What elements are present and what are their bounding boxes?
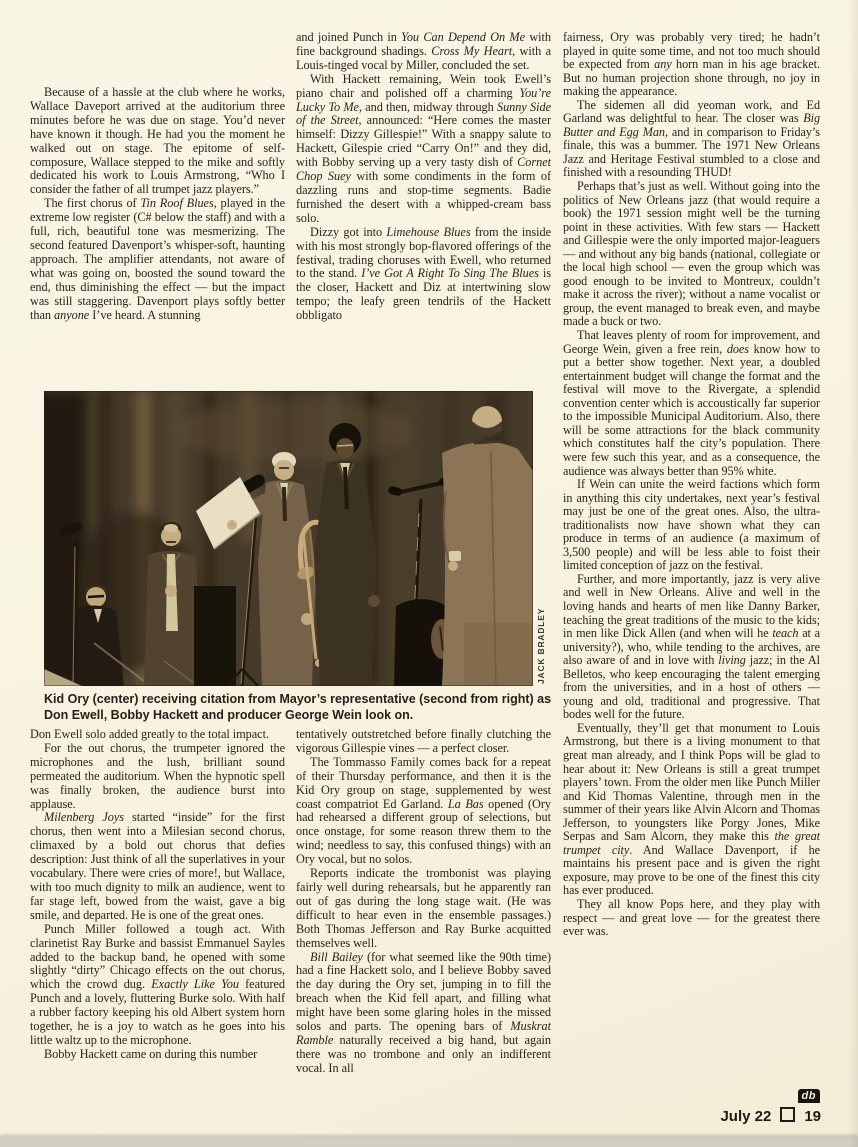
scan-edge-bottom: [0, 1137, 858, 1147]
paragraph: Perhaps that’s just as well. Without going into the politics of New Orleans jazz (that would require a book) the 1971 session might well be the turning point in these activities. With few stars — Hackett and Gillespie were the only imported major-leaguers — and without any big bands (national, collegiate or the local high school — even the group which was good enough to be invited to Montreux, couldn’t make it across the river); without a name vocalist or group, the event managed to break even, and maybe made a buck or two.: [563, 179, 820, 329]
paragraph: and joined Punch in You Can Depend On Me with fine background shadings. Cross My Heart, with a Louis-tinged vocal by Miller, concluded the set.: [296, 31, 551, 72]
scan-edge-right: [848, 0, 858, 1147]
paragraph: Punch Miller followed a tough act. With clarinetist Ray Burke and bassist Emmanuel Sayles added to the backup band, he opened with some slightly “dirty” Chicago effects on the out chorus, which the crowd dug. Exactly Like You featured Punch and a lovely, fluttering Burke solo. With half a rubber factory keeping his old Albert system horn together, he is a joy to watch as he goes into his little waltz up to the microphone.: [30, 921, 285, 1047]
column-2-top: [296, 31, 551, 387]
paragraph: Because of a hassle at the club where he works, Wallace Daveport arrived at the auditorium three minutes before he was due on stage. You’d never have known it though. He had you the moment he walked out on stage. The epitome of self-composure, Wallace stepped to the mike and softly dedicated his work to Louis Armstrong, “Who I consider the father of all trumpet jazz players.”: [30, 86, 285, 197]
column-3: [563, 31, 820, 1103]
paragraph: fairness, Ory was probably very tired; he hadn’t played in quite some time, and not too much should be expected from any horn man in his age bracket. But no human projection shone through, no joy in making the appearance.: [563, 31, 820, 99]
paragraph: Further, and more importantly, jazz is very alive and well in New Orleans. Alive and well in the loving hands and hearts of men like Danny Barker, teaching the great traditions of the music to the kids; in men like Dick Allen (and when will he teach at a university?), who, while tending to the archives, are also aware of and in love with living jazz; in the Al Belletos, who keep encouraging the talent emerging from the universities, and in a host of others — young and old, traditional and progressive. That bodes well for the future.: [563, 571, 820, 722]
photo-caption: Kid Ory (center) receiving citation from Mayor’s representative (second from right) as Don Ewell, Bobby Hackett and producer George Wein look on.: [44, 692, 552, 722]
paragraph: The first chorus of Tin Roof Blues, played in the extreme low register (C# below the staff) and with a full, rich, beautiful tone was mesmerizing. The second featured Davenport’s whisper-soft, haunting approach. The amplifier attendants, not aware of what was going on, boosted the sound toward the end, thus diminishing the effect — but the impact was still staggering. Davenport plays softly better than anyone I’ve heard. A stunning: [30, 196, 285, 322]
paragraph: Bill Bailey (for what seemed like the 90th time) had a fine Hackett solo, and I believe Bobby saved the day during the Ory set, jumping in to fill the breach when the Kid fell apart, and filling what might have been some glaring holes in the missed solos and parts. The opening bars of Muskrat Ramble naturally received a big hand, but again there was no trombone and only an indifferent vocal. In all: [296, 949, 551, 1075]
paragraph: tentatively outstretched before finally clutching the vigorous Gillespie vines — a perfect closer.: [296, 728, 551, 755]
stage-photo-illustration: [44, 391, 533, 686]
paragraph: Reports indicate the trombonist was playing fairly well during rehearsals, but he apparently ran out of gas during the long stage wait. (He was difficult to hear even in the ensemble passages.) Both Thomas Jefferson and Ray Burke acquitted themselves well.: [296, 866, 551, 950]
footer-square-icon: [780, 1107, 795, 1122]
paragraph: Milenberg Joys started “inside” for the first chorus, then went into a Milesian second chorus, climaxed by a bold out chorus that defies description: Just think of all the superlatives in your vocabulary. There were cries of more!, but Wallace, with too much dignity to milk an audience, went to far stage left, bowed from the waist, gave a big smile, and departed. He is one of the great ones.: [30, 810, 285, 922]
page-footer: [563, 1107, 821, 1125]
paragraph: If Wein can unite the weird factions which form in anything this city undertakes, next year’s festival may just be one of the great ones. Also, the ultra-traditionalists now have shown what they can produce in terms of an audience (a maximum of 3,500 people) and will be less able to foist their limited conception of jazz on the festival.: [563, 477, 820, 573]
paragraph: Eventually, they’ll get that monument to Louis Armstrong, but there is a living monument to that great man already, and I think Pops will be glad to hear about it: New Orleans is still a great trumpet players’ town. From the older men like Punch Miller and Kid Thomas Valentine, through men in the summer of their years like Alvin Alcorn and Thomas Jefferson, to youngsters like Porgy Jones, Mike Serpas and Sam Alcorn, they make this the great trumpet city. And Wallace Davenport, if he maintains his present pace and is given the right exposure, may prove to be one of the finest this city has ever produced.: [563, 720, 820, 898]
column-1-bottom: [30, 728, 285, 1102]
stage-photo: [44, 391, 533, 686]
issue-date: July 22: [720, 1108, 772, 1125]
paragraph: Dizzy got into Limehouse Blues from the inside with his most strongly bop-flavored offerings of the festival, trading choruses with Ewell, who returned to the stand. I’ve Got A Right To Sing The Blues is the closer, Hackett and Diz at intertwining slow tempo; the leafy green tendrils of the Hackett obbligato: [296, 224, 551, 323]
page-number: 19: [804, 1108, 821, 1125]
photo-credit: JACK BRADLEY: [536, 607, 546, 684]
column-2-bottom: [296, 728, 551, 1102]
downbeat-logo: db: [798, 1089, 820, 1103]
paragraph: For the out chorus, the trumpeter ignored the microphones and the lush, brilliant sound permeated the auditorium. When the hypnotic spell was finally broken, the audience burst into applause.: [30, 740, 285, 811]
paragraph: The Tommasso Family comes back for a repeat of their Thursday performance, and then it is the Kid Ory group on stage, supplemented by west coast compatriot Ed Garland. La Bas opened (Ory had rehearsed a different group of selections, but once onstage, for some reason threw them to the wind; needless to say, this confused things) with an Ory vocal, but no solos.: [296, 754, 551, 867]
paragraph: With Hackett remaining, Wein took Ewell’s piano chair and polished off a charming You’re Lucky To Me, and then, midway through Sunny Side of the Street, announced: “Here comes the master himself: Dizzy Gillespie!” With a snappy salute to Hackett, Gilespie cried “Carry On!” and they did, with Bobby serving up a very tasty dish of Cornet Chop Suey with some condiments in the form of dazzling runs and stop-time segments. Badie furnished the desert with a whipped-cream bass solo.: [296, 71, 551, 225]
paragraph: They all know Pops here, and they play with respect — and great love — for the greatest there ever was.: [563, 897, 820, 939]
paragraph: The sidemen all did yeoman work, and Ed Garland was delightful to hear. The closer was Big Butter and Egg Man, and in comparison to Friday’s finale, this was a bummer. The 1971 New Orleans Jazz and Heritage Festival stumbled to a close and finished with a resounding THUD!: [563, 97, 820, 180]
column-1-top: [30, 86, 285, 388]
paragraph: That leaves plenty of room for improvement, and George Wein, given a free rein, does know how to put a better show together. Next year, a doubled entertainment budget will change the format and the festival will move to the Rivergate, a splendid convention center which is accoustically far superior to the impossible Municipal Auditorium. Also, there will be some attractions for the black community which constitutes half the city’s population. There were few such this year, and as a consequence, the audience was always better than 95% white.: [563, 328, 820, 478]
paragraph: Bobby Hackett came on during this number: [44, 1046, 258, 1061]
paragraph: Don Ewell solo added greatly to the total impact.: [30, 728, 269, 741]
